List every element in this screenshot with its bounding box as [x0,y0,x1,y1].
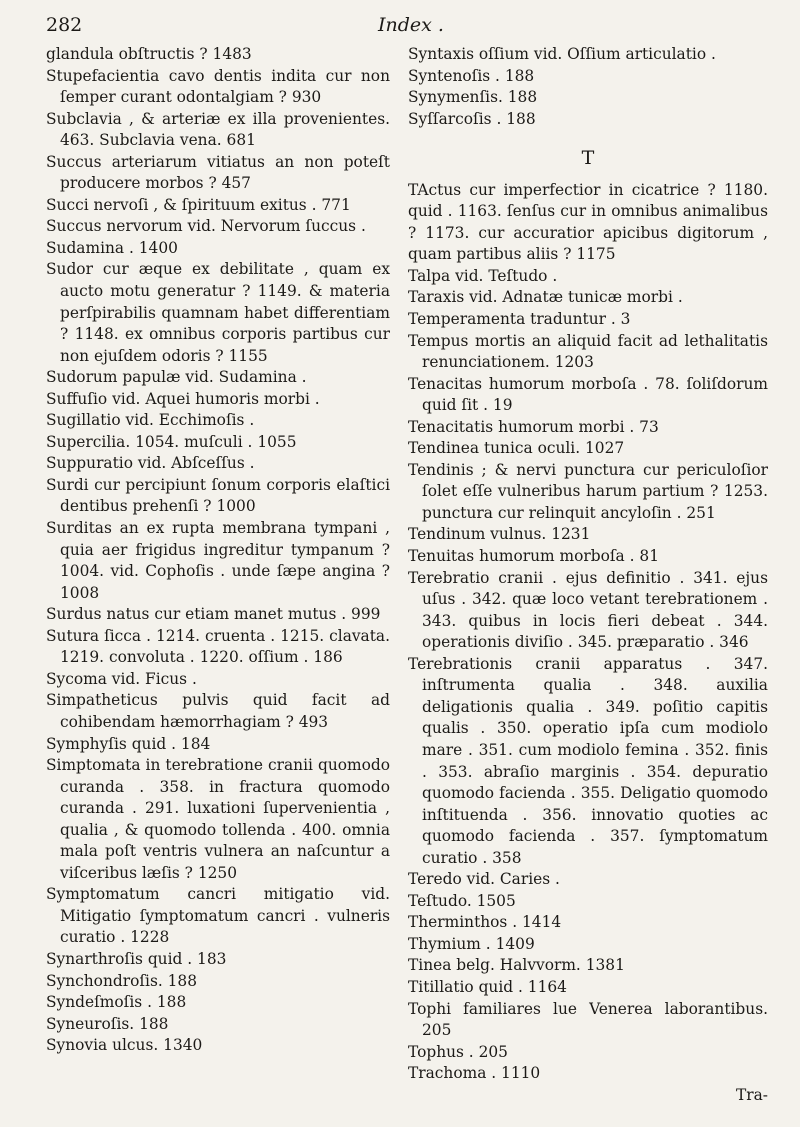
index-entry: glandula obſtructis ? 1483 [46,45,252,63]
index-entry: Succus arteriarum vitiatus an non poteſt producere morbos ? 457 [46,152,390,193]
page-number: 282 [46,14,83,36]
index-entry: Simptomata in terebratione cranii quomodo curanda . 358. in fractura quomodo curanda . 291. luxationi ſupervenientia , qualia , & quomodo tollenda . 400. omnia mala poſt ventris vulnera an naſcuntur a viſceribus læſis ? 1250 [46,756,390,882]
index-entry: Talpa vid. Teſtudo . [408,266,558,285]
left-column [46,44,390,1057]
index-entry: Tendinum vulnus. 1231 [408,525,591,544]
index-entry: Tendinea tunica oculi. 1027 [408,439,625,458]
right-column [408,44,768,1106]
index-entry: Tendinis ; & nervi punctura cur periculoſior ſolet eſſe vulneribus harum partium ? 1253. punctura cur relinquit ancyloſin . 251 [408,460,768,522]
index-entry: Sudor cur æque ex debilitate , quam ex aucto motu generatur ? 1149. & materia perſpirabilis quamnam habet differentiam ? 1148. ex omnibus corporis partibus cur non ejuſdem odoris ? 1155 [46,260,390,365]
index-entry: Syndeſmoſis . 188 [46,993,187,1012]
index-entry: Sutura ſicca . 1214. cruenta . 1215. clavata. 1219. convoluta . 1220. oſſium . 186 [46,626,390,667]
index-entry: Syntaxis oſſium vid. Oſſium articulatio . [408,45,716,63]
index-entry: Surdi cur percipiunt ſonum corporis elaſtici dentibus prehenſi ? 1000 [46,475,390,516]
index-entry: Temperamenta traduntur . 3 [408,310,631,329]
index-entry: Tinea belg. Halvvorm. 1381 [408,956,625,975]
index-entry: Terebratio cranii . ejus definitio . 341. ejus uſus . 342. quæ loco vetant terebrationem . 343. quibus in locis fieri debeat . 344. operationis diviſio . 345. præparatio . 346 [408,568,768,652]
index-entry: Syſſarcoſis . 188 [408,109,536,128]
index-entry: Tempus mortis an aliquid facit ad lethalitatis renunciationem. 1203 [408,331,768,372]
index-entry: Therminthos . 1414 [408,913,562,932]
index-entry: Teredo vid. Caries . [408,870,560,889]
index-entry: Symphyſis quid . 184 [46,734,211,753]
index-entry: Synymenſis. 188 [408,88,538,107]
index-entry: Tophus . 205 [408,1042,508,1061]
index-entry: Succi nervoſi , & ſpirituum exitus . 771 [46,195,351,214]
index-entry: Teſtudo. 1505 [408,891,516,910]
index-entry: Sycoma vid. Ficus . [46,669,197,688]
index-entry: Stupefacientia cavo dentis indita cur non ſemper curant odontalgiam ? 930 [46,66,390,107]
index-entry: Suffuſio vid. Aquei humoris morbi . [46,389,320,408]
page-header [46,14,776,42]
index-entry: Syneuroſis. 188 [46,1014,169,1033]
index-entry: Synarthroſis quid . 183 [46,949,227,968]
section-letter: T [581,147,595,170]
index-entry: Supercilia. 1054. muſculi . 1055 [46,432,297,451]
index-entry: Symptomatum cancri mitigatio vid. Mitigatio ſymptomatum cancri . vulneris curatio . 1228 [46,885,390,947]
index-entry: Titillatio quid . 1164 [408,977,567,996]
index-entry: Synchondroſis. 188 [46,971,198,990]
index-entry: Taraxis vid. Adnatæ tunicæ morbi . [408,288,683,307]
index-entry: Sudorum papulæ vid. Sudamina . [46,368,307,387]
index-entry: Syntenoſis . 188 [408,66,535,85]
index-entry: Trachoma . 1110 [408,1064,541,1083]
index-entry: Surditas an ex rupta membrana tympani , quia aer frigidus ingreditur tympanum ? 1004. vid. Cophoſis . unde ſæpe angina ? 1008 [46,519,390,602]
index-entry: Tophi familiares lue Venerea laborantibus. 205 [408,999,768,1040]
index-entry: Subclavia , & arteriæ ex illa provenientes. 463. Subclavia vena. 681 [46,109,390,150]
index-entry: Tenacitatis humorum morbi . 73 [408,417,659,436]
index-entry: Succus nervorum vid. Nervorum ſuccus . [46,217,366,236]
index-entry: Tenacitas humorum morboſa . 78. ſoliſdorum quid ſit . 19 [408,374,768,415]
index-entry: Tenuitas humorum morboſa . 81 [408,547,659,566]
index-entry: Terebrationis cranii apparatus . 347. inſtrumenta qualia . 348. auxilia deligationis qualia . 349. poſitio capitis qualis . 350. operatio ipſa cum modiolo mare . 351. cum modiolo femina . 352. finis . 353. abraſio marginis . 354. depuratio quomodo facienda . 355. Deligatio quomodo inſtituenda . 356. innovatio quoties ac quomodo facienda . 357. ſymptomatum curatio . 358 [408,654,768,867]
index-entry: Thymium . 1409 [408,934,535,953]
index-entry: TActus cur imperfectior in cicatrice ? 1180. quid . 1163. ſenſus cur in omnibus animalibus ? 1173. cur accuratior apicibus digitorum , quam partibus aliis ? 1175 [408,180,768,264]
index-entry: Sugillatio vid. Ecchimoſis . [46,411,255,430]
index-entry: Sudamina . 1400 [46,238,178,257]
running-title: Index . [378,14,444,36]
index-entry: Synovia ulcus. 1340 [46,1036,203,1055]
index-entry: Surdus natus cur etiam manet mutus . 999 [46,605,381,624]
index-entry: Simpatheticus pulvis quid facit ad cohibendam hæmorrhagiam ? 493 [46,691,390,731]
catchword: Tra- [736,1085,768,1104]
index-entry: Suppuratio vid. Abſceſſus . [46,454,255,473]
